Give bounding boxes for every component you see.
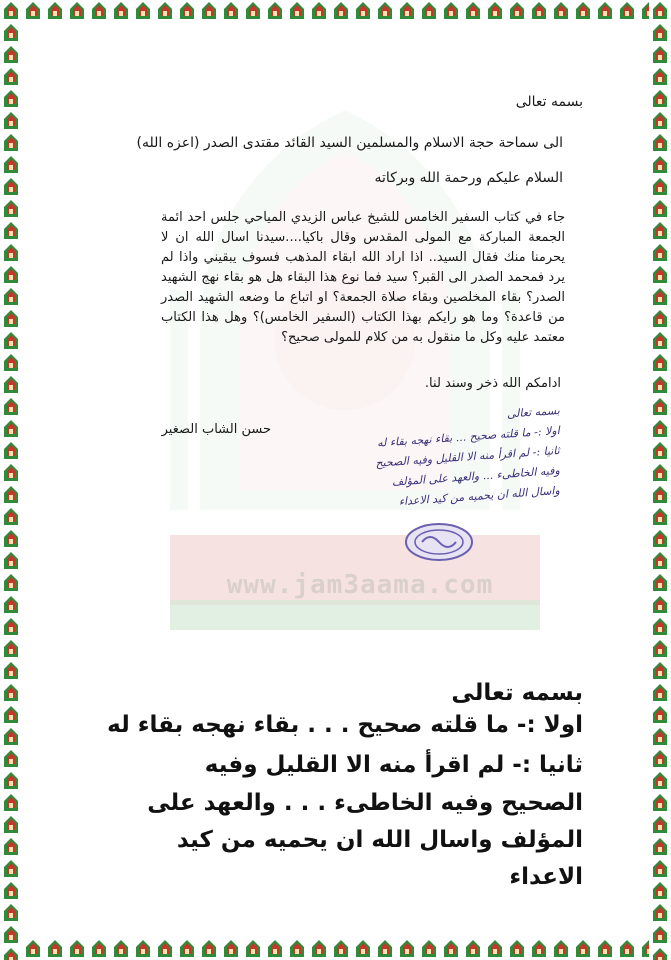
decorative-border-left <box>0 0 22 960</box>
decorative-border-bottom <box>0 938 671 960</box>
watermark-site: www.jam3aama.com <box>226 570 494 600</box>
reply-line-3: الصحيح وفيه الخاطىء . . . والعهد على <box>147 790 583 816</box>
handwritten-line: ثانيا :- لم اقرأ منه الا القليل وفيه الصحيح <box>375 443 561 470</box>
handwritten-line: اولا :- ما قلته صحيح ... بقاء نهجه بقاء له <box>376 423 561 450</box>
letter-greeting: السلام عليكم ورحمة الله وبركاته <box>374 170 563 186</box>
handwritten-reply <box>300 403 561 510</box>
reply-line-2: ثانيا :- لم اقرأ منه الا القليل وفيه <box>204 752 583 778</box>
handwritten-line: وفيه الخاطىء ... والعهد على المؤلف <box>391 463 561 489</box>
seal-stamp <box>404 522 474 562</box>
reply-line-5: الاعداء <box>509 864 583 890</box>
reply-line-1: اولا :- ما قلته صحيح . . . بقاء نهجه بقاء له <box>107 712 583 738</box>
letter-addressee: الى سماحة حجة الاسلام والمسلمين السيد القائد مقتدى الصدر (اعزه الله) <box>136 135 563 151</box>
decorative-border-right <box>649 0 671 960</box>
decorative-border-top <box>0 0 671 22</box>
reply-title: بسمه تعالى <box>451 680 583 706</box>
letter-sender: حسن الشاب الصغير <box>161 422 271 437</box>
handwritten-line: بسمه تعالى <box>506 403 561 421</box>
letter-bismillah: بسمه تعالى <box>515 94 583 110</box>
reply-line-4: المؤلف واسال الله ان يحميه من كيد <box>176 827 583 853</box>
letter-body: جاء في كتاب السفير الخامس للشيخ عباس الزيدي المياحي جلس احد ائمة الجمعة المباركة مع المولى المقدس وقال باكيا....سيدنا اسال الله ان لا يحرمنا منك فقال السيد.. اذا اراد الله ابقاء المذهب فسوف يبقيني واذا لم يرد فمحمد الصدر الى القبر؟ سيد فما نوع هذا البقاء هل هو بقاء نهج الشهيد الصدر؟ بقاء المخلصين وبقاء صلاة الجمعة؟ او اتباع ما وضعه الشهيد الصدر من قاعدة؟ وما هو رايكم بهذا الكتاب (السفير الخامس)؟ وهل هذا الكتاب معتمد عليه وكل ما منقول به من كلام للمولى صحيح؟ <box>161 210 565 345</box>
watermark-green-band <box>170 600 540 630</box>
letter-closing: ادامكم الله ذخر وسند لنا. <box>424 376 561 391</box>
handwritten-line: واسال الله ان يحميه من كيد الاعداء <box>398 483 561 509</box>
